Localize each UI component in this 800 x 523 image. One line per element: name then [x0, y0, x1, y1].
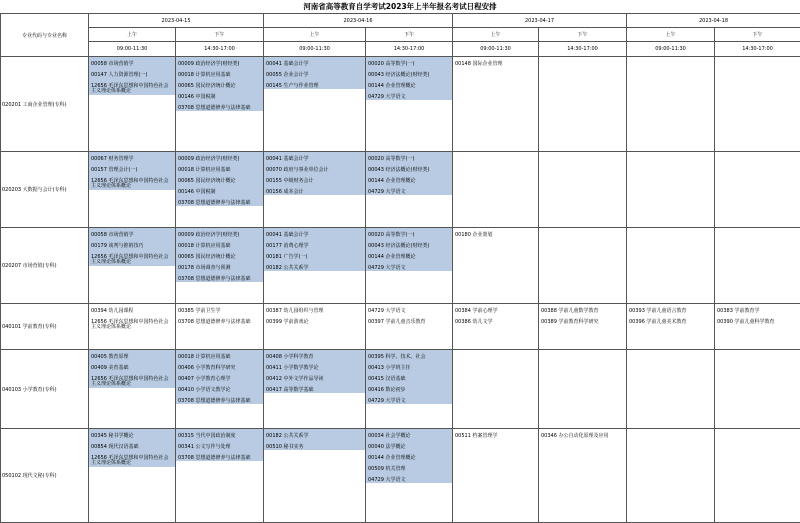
exam-course: 00018 计算机应用基础: [178, 242, 231, 249]
major-name: 050102 现代文秘(专科): [1, 429, 89, 523]
exam-course: 00386 幼儿文学: [455, 318, 493, 325]
major-name: 020203 大数据与会计(专科): [1, 152, 89, 228]
schedule-row: [1, 57, 800, 152]
exam-course: 00415 汉语基础: [368, 375, 406, 382]
exam-course: 00020 高等数学(一): [368, 156, 415, 162]
exam-cell: [627, 152, 715, 228]
exam-course: 00155 中级财务会计: [266, 177, 314, 184]
exam-cell: [366, 152, 453, 228]
exam-course: 00156 成本会计: [266, 188, 304, 195]
exam-course: 00388 学前儿童数学教育: [541, 308, 599, 314]
pm-time: 14:30-17:00: [366, 42, 453, 57]
exam-cell: [453, 429, 539, 523]
exam-course: 00065 国民经济统计概论: [178, 177, 236, 184]
date-header: 2023-04-18: [627, 14, 800, 28]
exam-course: 00345 秘书学概论: [91, 433, 134, 439]
exam-course: 00399 学前游戏论: [266, 318, 309, 325]
exam-cell: [539, 228, 627, 304]
exam-course: 00395 科学、技术、社会: [368, 354, 426, 360]
exam-course: 12656 毛泽东思想和中国特色社会主义理论体系概论: [91, 177, 169, 190]
major-column-header: 专业代码与专业名称: [1, 14, 89, 57]
exam-course: 00180 企业策划: [455, 232, 493, 238]
exam-course: 00383 学前教育学: [717, 308, 760, 314]
exam-course: 00393 学前儿童语言教育: [629, 308, 687, 314]
exam-course: 00410 小学语文教学论: [178, 386, 231, 393]
exam-course: 00041 基础会计学: [266, 156, 309, 162]
exam-course: 00181 广告学(一): [266, 253, 308, 260]
exam-cell: [627, 350, 715, 429]
exam-course: 00147 人力资源管理(一): [91, 71, 148, 78]
exam-course: 00412 中外文学作品导读: [266, 375, 324, 382]
exam-course: 00178 市场调查与预测: [178, 264, 231, 271]
exam-course: 00145 生产与作业管理: [266, 82, 319, 89]
exam-cell: [453, 350, 539, 429]
am-time: 09:00-11:30: [264, 42, 366, 57]
schedule-row: [1, 304, 800, 350]
exam-course: 00009 政治经济学(财经类): [178, 61, 240, 67]
exam-course: 00509 机关管理: [368, 465, 406, 472]
exam-course: 00389 学前教育科学研究: [541, 318, 599, 325]
pm-header: 下午: [539, 28, 627, 42]
exam-cell: [89, 429, 176, 523]
exam-course: 00020 高等数学(一): [368, 61, 415, 67]
exam-cell: [366, 304, 453, 350]
pm-time: 14:30-17:00: [539, 42, 627, 57]
exam-course: 00144 企业管理概论: [368, 253, 416, 260]
am-time: 09:00-11:30: [89, 42, 176, 57]
am-time: 09:00-11:30: [453, 42, 539, 57]
exam-course: 00390 学前儿童科学教育: [717, 318, 775, 325]
exam-cell: [176, 152, 264, 228]
exam-course: 00020 高等数学(一): [368, 232, 415, 238]
exam-cell: [89, 57, 176, 152]
exam-course: 00041 基础会计学: [266, 61, 309, 67]
exam-course: 00854 现代汉语基础: [91, 443, 139, 450]
exam-course: 04729 大学语文: [368, 188, 406, 195]
exam-course: 00058 市场营销学: [91, 61, 134, 67]
exam-course: 04729 大学语文: [368, 397, 406, 404]
exam-cell: [366, 57, 453, 152]
pm-header: 下午: [366, 28, 453, 42]
exam-course: 00413 小学班主任: [368, 364, 411, 371]
exam-cell: [715, 429, 800, 523]
major-name: 020207 市场营销(专科): [1, 228, 89, 304]
exam-cell: [89, 152, 176, 228]
exam-course: 00411 小学数学教学论: [266, 364, 319, 371]
exam-course: 03708 思想道德修养与法律基础: [178, 275, 251, 282]
exam-course: 04729 大学语文: [368, 264, 406, 271]
date-header: 2023-04-17: [453, 14, 627, 28]
exam-cell: [627, 304, 715, 350]
exam-cell: [627, 57, 715, 152]
exam-course: 03708 思想道德修养与法律基础: [178, 199, 251, 206]
exam-cell: [89, 350, 176, 429]
am-header: 上午: [627, 28, 715, 42]
exam-course: 00177 消费心理学: [266, 242, 309, 249]
exam-cell: [539, 152, 627, 228]
exam-course: 00394 幼儿园课程: [91, 308, 134, 314]
exam-course: 00018 计算机应用基础: [178, 166, 231, 173]
page-title: 河南省高等教育自学考试2023年上半年报名考试日程安排: [303, 2, 497, 11]
date-header: 2023-04-15: [89, 14, 264, 28]
exam-course: 00384 学前心理学: [455, 308, 498, 314]
exam-cell: [176, 304, 264, 350]
exam-cell: [176, 350, 264, 429]
exam-cell: [89, 304, 176, 350]
exam-course: 00018 计算机应用基础: [178, 71, 231, 78]
am-time: 09:00-11:30: [627, 42, 715, 57]
exam-course: 00510 秘书实务: [266, 443, 304, 450]
exam-course: 00157 管理会计(一): [91, 166, 138, 173]
exam-course: 00387 幼儿园组织与管理: [266, 308, 324, 314]
exam-cell: [264, 152, 366, 228]
exam-course: 00397 学前儿童音乐教育: [368, 318, 426, 325]
exam-cell: [264, 304, 366, 350]
schedule-table: [0, 13, 800, 523]
exam-course: 00408 小学科学教育: [266, 354, 314, 360]
exam-cell: [715, 228, 800, 304]
exam-course: 00070 政府与事业单位会计: [266, 166, 329, 173]
exam-cell: [89, 228, 176, 304]
exam-course: 00043 经济法概论(财经类): [368, 242, 430, 249]
exam-cell: [539, 350, 627, 429]
exam-cell: [715, 57, 800, 152]
exam-course: 00409 美育基础: [91, 364, 129, 371]
exam-course: 00146 中国税制: [178, 188, 216, 195]
exam-course: 12656 毛泽东思想和中国特色社会主义理论体系概论: [91, 375, 169, 388]
exam-course: 00182 公共关系学: [266, 433, 309, 439]
exam-cell: [176, 429, 264, 523]
exam-course: 00182 公共关系学: [266, 264, 309, 271]
exam-cell: [264, 228, 366, 304]
exam-course: 04729 大学语文: [368, 476, 406, 483]
major-name: 040101 学前教育(专科): [1, 304, 89, 350]
pm-header: 下午: [715, 28, 800, 42]
exam-course: 03708 思想道德修养与法律基础: [178, 397, 251, 404]
exam-cell: [715, 350, 800, 429]
exam-cell: [264, 350, 366, 429]
pm-time: 14:30-17:00: [176, 42, 264, 57]
exam-course: 00315 当代中国政治制度: [178, 433, 236, 439]
exam-course: 00407 小学教育心理学: [178, 375, 231, 382]
exam-course: 00043 经济法概论(财经类): [368, 166, 430, 173]
exam-course: 03708 思想道德修养与法律基础: [178, 104, 251, 111]
exam-cell: [366, 429, 453, 523]
exam-course: 00148 国际企业管理: [455, 61, 503, 67]
date-header: 2023-04-16: [264, 14, 453, 28]
exam-course: 00179 谈判与推销技巧: [91, 242, 144, 249]
exam-course: 00144 企业管理概论: [368, 454, 416, 461]
exam-cell: [715, 304, 800, 350]
exam-course: 00416 数论初步: [368, 386, 406, 393]
exam-cell: [176, 57, 264, 152]
major-name: 020201 工商企业管理(专科): [1, 57, 89, 152]
exam-course: 00144 企业管理概论: [368, 177, 416, 184]
exam-course: 00041 基础会计学: [266, 232, 309, 238]
exam-course: 00055 企业会计学: [266, 71, 309, 78]
exam-cell: [627, 429, 715, 523]
exam-cell: [264, 57, 366, 152]
exam-cell: [539, 429, 627, 523]
exam-course: 00396 学前儿童美术教育: [629, 318, 687, 325]
pm-header: 下午: [176, 28, 264, 42]
exam-course: 00385 学前卫生学: [178, 308, 221, 314]
exam-cell: [453, 304, 539, 350]
schedule-row: [1, 429, 800, 523]
exam-cell: [539, 304, 627, 350]
am-header: 上午: [453, 28, 539, 42]
exam-course: 00067 财务管理学: [91, 156, 134, 162]
exam-course: 00040 法学概论: [368, 443, 406, 450]
exam-course: 00043 经济法概论(财经类): [368, 71, 430, 78]
exam-course: 00406 小学教育科学研究: [178, 364, 236, 371]
exam-cell: [366, 228, 453, 304]
exam-cell: [366, 350, 453, 429]
exam-course: 00058 市场营销学: [91, 232, 134, 238]
exam-course: 00034 社会学概论: [368, 433, 411, 439]
pm-time: 14:30-17:00: [715, 42, 800, 57]
exam-course: 00146 中国税制: [178, 93, 216, 100]
exam-course: 03708 思想道德修养与法律基础: [178, 454, 251, 461]
exam-course: 00341 公文写作与处理: [178, 443, 231, 450]
exam-course: 00511 档案管理学: [455, 433, 498, 439]
exam-cell: [453, 228, 539, 304]
exam-course: 00009 政治经济学(财经类): [178, 156, 240, 162]
exam-course: 12656 毛泽东思想和中国特色社会主义理论体系概论: [91, 318, 169, 331]
exam-course: 00009 政治经济学(财经类): [178, 232, 240, 238]
exam-course: 00065 国民经济统计概论: [178, 253, 236, 260]
exam-course: 00144 企业管理概论: [368, 82, 416, 89]
schedule-row: [1, 350, 800, 429]
schedule-row: [1, 152, 800, 228]
exam-cell: [176, 228, 264, 304]
exam-cell: [715, 152, 800, 228]
exam-course: 12656 毛泽东思想和中国特色社会主义理论体系概论: [91, 82, 169, 95]
major-name: 040103 小学教育(专科): [1, 350, 89, 429]
exam-course: 00417 高等数学基础: [266, 386, 314, 393]
exam-cell: [539, 57, 627, 152]
exam-course: 04729 大学语文: [368, 93, 406, 100]
exam-cell: [453, 57, 539, 152]
exam-cell: [264, 429, 366, 523]
schedule-row: [1, 228, 800, 304]
am-header: 上午: [264, 28, 366, 42]
exam-course: 04729 大学语文: [368, 308, 406, 314]
exam-course: 03708 思想道德修养与法律基础: [178, 318, 251, 325]
exam-course: 00346 办公自动化原理及应用: [541, 433, 609, 439]
exam-cell: [453, 152, 539, 228]
exam-course: 00065 国民经济统计概论: [178, 82, 236, 89]
exam-course: 00405 教育原理: [91, 354, 129, 360]
exam-course: 12656 毛泽东思想和中国特色社会主义理论体系概论: [91, 253, 169, 266]
exam-cell: [627, 228, 715, 304]
exam-course: 00018 计算机应用基础: [178, 354, 231, 360]
am-header: 上午: [89, 28, 176, 42]
exam-course: 12656 毛泽东思想和中国特色社会主义理论体系概论: [91, 454, 169, 467]
